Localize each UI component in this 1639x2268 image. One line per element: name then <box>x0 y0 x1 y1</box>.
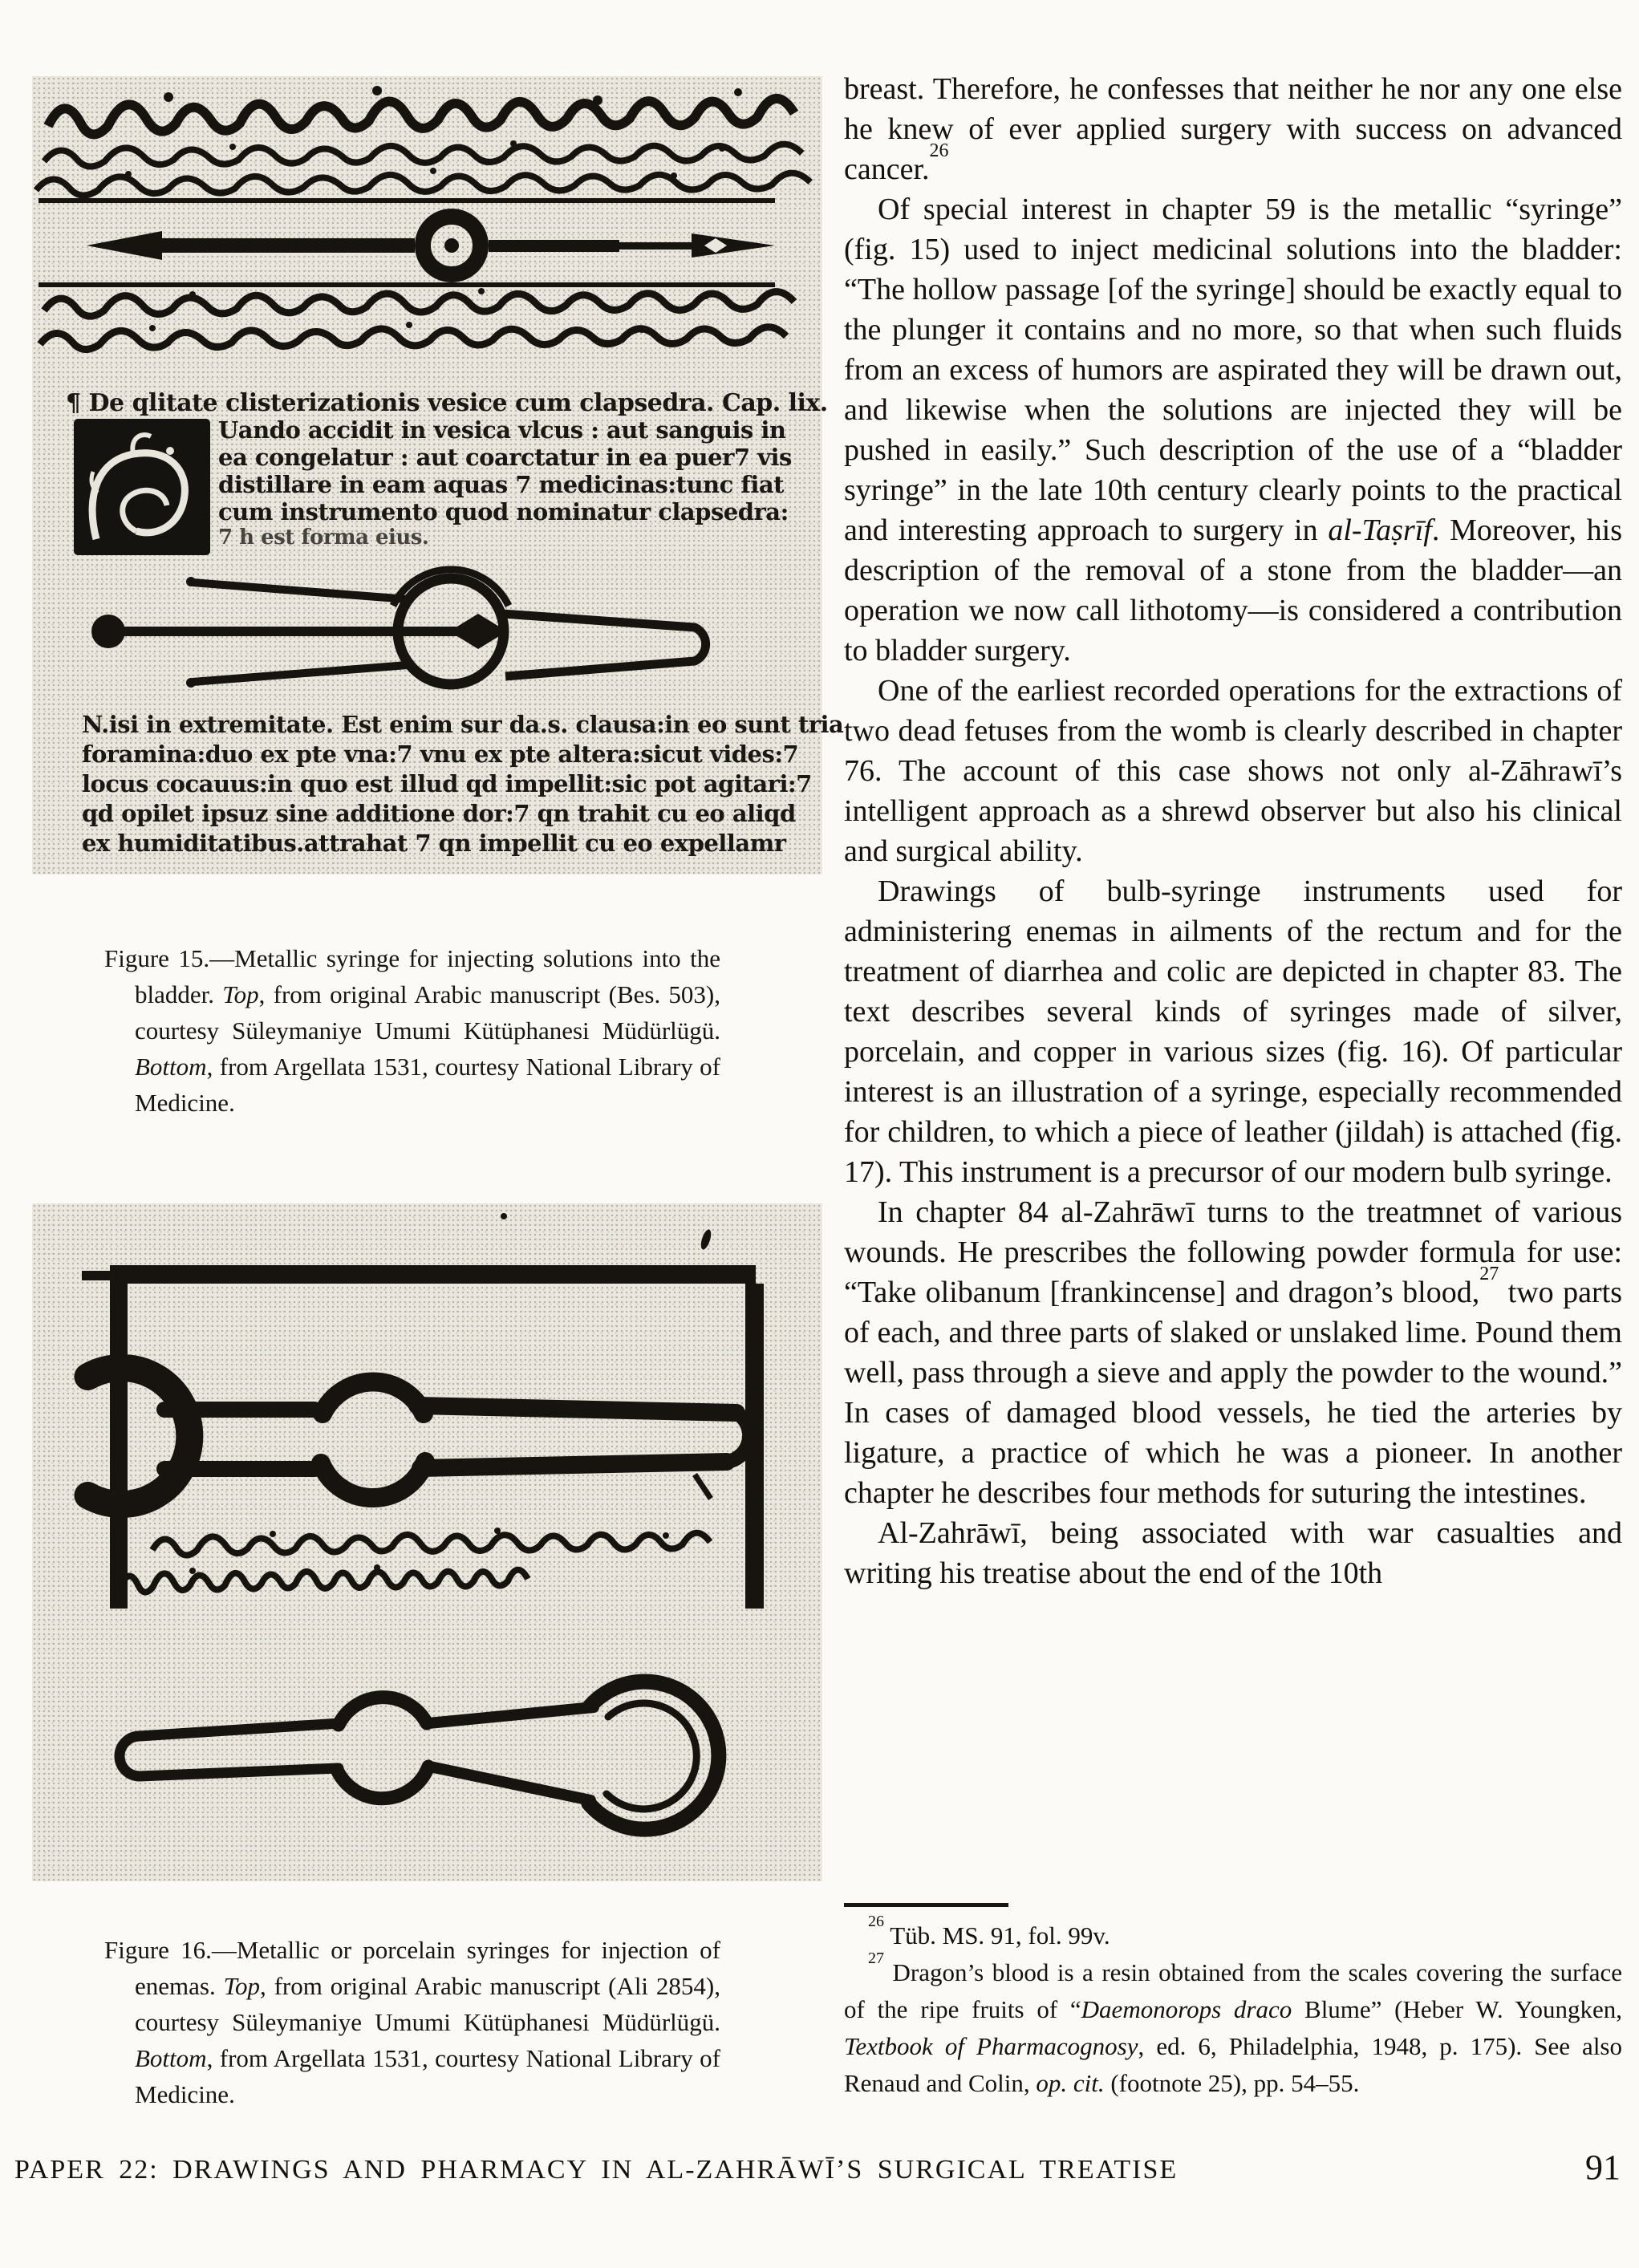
syringe-drawing-top <box>88 1368 750 1504</box>
figure16-artwork <box>32 1203 822 1881</box>
syringe-bulb <box>339 1698 427 1725</box>
text-segment: Bottom <box>135 1053 207 1081</box>
text-segment: , from original Arabic manuscript (Bes. 503), courtesy Süleymaniye Umumi Kütüphanesi Müdürlügü. <box>135 980 720 1045</box>
syringe-left-blade <box>87 231 162 260</box>
latin-text-line: Uando accidit in vesica vlcus : aut sanguis in <box>218 416 786 444</box>
text-segment: op. cit. <box>1036 2069 1105 2097</box>
arabic-script-line <box>36 168 810 196</box>
scan-speck <box>695 1475 711 1499</box>
footnotes <box>844 1912 1622 2102</box>
body-paragraph <box>844 69 1622 189</box>
text-segment: Al-Zahrāwī, being associated with war casualties and writing his treatise about the end of the 10th <box>844 1516 1622 1590</box>
text-segment: breast. Therefore, he confesses that neither he nor any one else he knew of ever applied surgery with success on advanced cancer. <box>844 72 1622 186</box>
latin-text-line: ex humiditatibus.attrahat 7 qn impellit cu eo expellamr <box>82 830 786 857</box>
shaft-upper-line <box>417 1406 736 1413</box>
syringe-nozzle <box>502 614 706 676</box>
figure15-caption <box>104 940 720 1121</box>
frame-top <box>112 1265 756 1284</box>
latin-text-line: foramina:duo ex pte vna:7 vnu ex pte altera:sicut vides:7 <box>82 740 799 768</box>
footnote-reference: 26 <box>929 140 949 162</box>
nozzle-tip-cap <box>120 1736 140 1776</box>
figure15-scan <box>32 76 844 874</box>
body-paragraph <box>844 671 1622 871</box>
running-footer: PAPER 22: DRAWINGS AND PHARMACY IN AL-ZAHRĀWĪ’S SURGICAL TREATISE <box>14 2155 1179 2185</box>
text-segment: two parts of each, and three parts of slaked or unslaked lime. Pound them well, pass through a sieve and apply the powder to the wound.” In cases of damaged blood vessels, he tied the arteries by ligature, a practice of which he was a pioneer. In another chapter he describes four methods for suturing the intestines. <box>844 1276 1622 1510</box>
syringe-ring-center <box>444 238 459 253</box>
plunger-knob <box>91 615 125 648</box>
arabic-script-line <box>44 288 794 316</box>
figure16-scan <box>32 1203 822 1881</box>
text-segment: Tüb. MS. 91, fol. 99v. <box>884 1921 1110 1950</box>
body-paragraph <box>844 1192 1622 1513</box>
text-segment: Figure 15.—Metallic syringe for injecting solutions into the bladder. <box>104 944 720 1008</box>
crescent-handle <box>88 1368 190 1504</box>
scan-speck <box>699 1228 713 1251</box>
latin-text-line: ea congelatur : aut coarctatur in ea puer7 vis <box>218 444 792 471</box>
footnote-reference: 26 <box>868 1912 884 1930</box>
syringe-bulb <box>337 1767 428 1799</box>
syringe-arrowhead <box>692 233 775 258</box>
manuscript-rule <box>39 282 775 287</box>
page-number: 91 <box>1585 2148 1621 2187</box>
syringe-drawing-bottom <box>120 1682 719 1829</box>
figure16-caption <box>104 1932 720 2112</box>
decorated-initial <box>74 419 210 555</box>
latin-forma-line: 7 h est forma eius. <box>218 525 429 550</box>
footnote <box>844 1949 1622 2102</box>
text-segment: Textbook of Pharmacognosy <box>844 2032 1138 2060</box>
syringe-drawing-arabic <box>87 217 775 274</box>
body-paragraph <box>844 189 1622 671</box>
text-segment: Bottom <box>135 2044 207 2072</box>
arabic-script-line <box>152 1528 710 1556</box>
text-segment: , from Argellata 1531, courtesy National Library of Medicine. <box>135 1053 720 1117</box>
text-segment: Of special interest in chapter 59 is the metallic “syringe” (fig. 15) used to inject medicinal solutions into the bladder: “The hollow passage [of the syringe] should be exactly equal to the plunger it contains and no more, so that when such fluids from an excess of humors are aspirated they will be drawn out, and likewise when the solutions are injected they will be pushed in easily.” Such description of the use of a “bladder syringe” in the late 10th century clearly points to the practical and interesting approach to surgery in <box>844 193 1622 547</box>
shaft-lower-line <box>430 1767 590 1800</box>
syringe-rod <box>152 238 415 253</box>
latin-text-line: cum instrumento quod nominatur clapsedra: <box>218 498 789 525</box>
text-segment: al-Taṣrīf <box>1328 513 1432 547</box>
syringe-bulb <box>321 1462 425 1498</box>
arabic-script-line <box>120 1564 528 1592</box>
caption-text <box>104 940 720 1121</box>
shaft-upper-line <box>428 1707 594 1723</box>
text-segment: Dragon’s blood is a resin obtained from the scales covering the surface of the ripe fruits of “ <box>844 1958 1622 2023</box>
text-segment: , from original Arabic manuscript (Ali 2854), courtesy Süleymaniye Umumi Kütüphanesi Müdürlügü. <box>135 1972 720 2036</box>
latin-text-block-top <box>218 416 792 525</box>
footnote-rule <box>844 1903 1008 1907</box>
text-segment: Figure 16.—Metallic or porcelain syringes for injection of enemas. <box>104 1936 720 2000</box>
latin-text-line: N.isi in extremitate. Est enim sur da.s. clausa:in eo sunt tria <box>82 711 844 738</box>
syringe-bulb <box>323 1382 424 1414</box>
body-paragraph <box>844 1513 1622 1593</box>
latin-text-line: qd opilet ipsuz sine additione dor:7 qn trahit cu eo aliqd <box>82 800 796 827</box>
text-segment: In chapter 84 al-Zahrāwī turns to the treatmnet of various wounds. He prescribes the following powder formula for use: “Take olibanum [frankincense] and dragon’s blood, <box>844 1195 1622 1309</box>
text-segment: Daemonorops draco <box>1081 1995 1292 2023</box>
footnote <box>844 1912 1622 1954</box>
syringe-rod-thin <box>619 242 693 250</box>
barrel-upper-bar <box>193 582 408 599</box>
nozzle-lower-line <box>140 1768 339 1776</box>
syringe-drawing-woodcut <box>91 570 706 688</box>
latin-heading: ¶ De qlitate clisterizationis vesice cum clapsedra. Cap. lix. <box>66 389 828 417</box>
text-segment: Drawings of bulb-syringe instruments used for administering enemas in ailments of the rectum and for the treatment of diarrhea and colic are depicted in chapter 83. The text describes several kinds of syringes made of silver, porcelain, and copper in various sizes (fig. 16). Of particular interest is an illustration of a syringe, especially recommended for children, to which a piece of leather (jildah) is attached (fig. 17). This instrument is a precursor of our modern bulb syringe. <box>844 874 1622 1189</box>
arabic-script-line <box>48 86 794 134</box>
text-segment: , ed. 6, Philadelphia, 1948, p. 175). See also Renaud and Colin, <box>844 2032 1622 2097</box>
text-segment: Blume” (Heber W. Youngken, <box>1292 1995 1622 2023</box>
text-segment: . Moreover, his description of the removal of a stone from the bladder—an operation we now call lithotomy—is considered a contribution to bladder surgery. <box>844 513 1622 667</box>
footnote-reference: 27 <box>868 1949 884 1967</box>
latin-text-line: distillare in eam aquas 7 medicinas:tunc fiat <box>218 471 785 498</box>
caption-text <box>104 1932 720 2112</box>
manuscript-rule <box>39 198 775 203</box>
syringe-ring-inner <box>607 1703 696 1809</box>
nozzle-upper-line <box>140 1723 340 1736</box>
syringe-rod <box>489 240 619 252</box>
arabic-script-line <box>44 140 802 167</box>
latin-text-block-bottom <box>82 710 843 858</box>
body-paragraph <box>844 871 1622 1192</box>
footnote-reference: 27 <box>1479 1264 1499 1285</box>
scan-speck <box>501 1213 507 1219</box>
latin-text-line: locus cocauus:in quo est illud qd impellit:sic pot agitari:7 <box>82 770 812 797</box>
text-segment: , from Argellata 1531, courtesy National Library of Medicine. <box>135 2044 720 2108</box>
arabic-script-line <box>40 322 786 350</box>
text-segment: One of the earliest recorded operations for the extractions of two dead fetuses from the womb is clearly described in chapter 76. The account of this case shows not only al-Zāhrawī’s intelligent approach as a shrewd observer but also his clinical and surgical ability. <box>844 674 1622 868</box>
body-text-column <box>844 69 1622 1593</box>
plunger-rod <box>122 627 459 636</box>
shaft-lower-line <box>420 1462 727 1468</box>
text-segment: Top <box>223 1972 260 2000</box>
text-segment: Top <box>222 980 259 1008</box>
barrel-lower-bar <box>193 665 408 682</box>
text-segment: (footnote 25), pp. 54–55. <box>1104 2069 1360 2097</box>
